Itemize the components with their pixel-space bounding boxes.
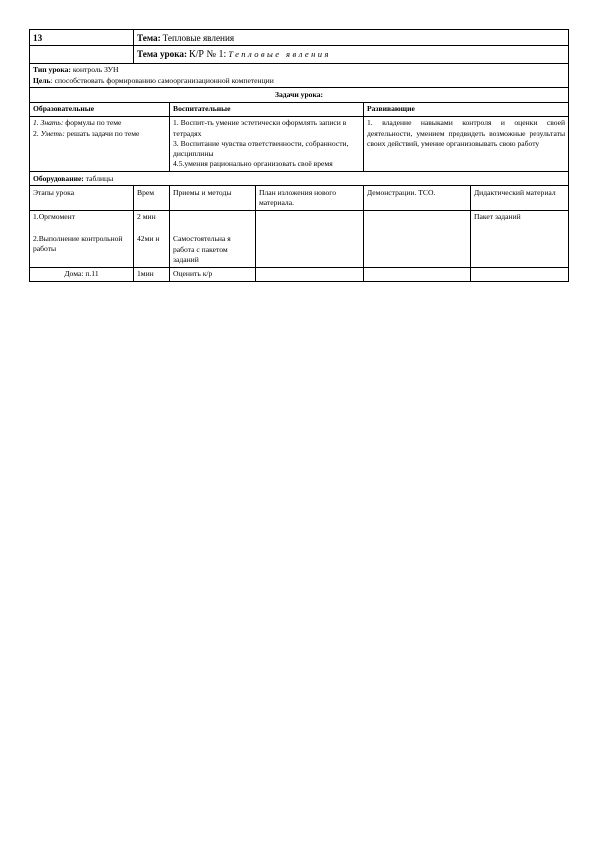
homework-cell: Дома: п.11 (30, 267, 134, 281)
footer-empty-cell (364, 267, 471, 281)
methods-cell (170, 210, 256, 267)
tasks-header-row (30, 102, 569, 116)
time-item: 2 мин (137, 212, 156, 222)
upbringing-header: Воспитательные (170, 102, 364, 116)
equipment-value: таблицы (85, 173, 114, 183)
time-cell (134, 210, 170, 267)
topic-value: Тепловые явления (162, 32, 235, 43)
lesson-topic-code: К/Р № 1: (188, 48, 227, 60)
method-item: Самостоятельна я работа с пакетом заданий (173, 234, 231, 264)
lesson-topic-row (30, 46, 569, 64)
lesson-topic-spacer (30, 46, 134, 64)
time-item: 42ми н (137, 233, 160, 243)
upbringing-item: 3. Воспитание чувства ответственности, собранности, дисциплины (173, 138, 349, 159)
time-header: Врем (134, 186, 170, 211)
developing-cell: 1. владение навыками контроля и оценки своей деятельности, умением предвидеть возможные результаты своих действий, умение организовывать свою работу (364, 116, 569, 171)
stages-content-row (30, 210, 569, 267)
lesson-plan-table (29, 29, 569, 282)
topic-label: Тема: (137, 32, 161, 43)
plan-cell (256, 210, 364, 267)
lesson-type-row (30, 63, 569, 88)
stages-header: Этапы урока (30, 186, 134, 211)
footer-action-cell: Оценить к/р (170, 267, 256, 281)
footer-time-cell: 1мин (134, 267, 170, 281)
footer-row (30, 267, 569, 281)
didactic-cell: Пакет заданий (471, 210, 569, 267)
educational-header: Образовательные (30, 102, 170, 116)
lesson-plan (29, 29, 568, 282)
lesson-type-value: контроль ЗУН (72, 65, 119, 75)
lesson-topic-cell (134, 46, 569, 64)
footer-empty-cell (471, 267, 569, 281)
title-row (30, 30, 569, 46)
stages-cell (30, 210, 134, 267)
lesson-type-cell (30, 63, 569, 88)
lesson-number: 13 (30, 30, 134, 46)
upbringing-item: 4.5.умения рационально организовать своё время (173, 159, 333, 169)
upbringing-item: 1. Воспит-ть умение эстетически оформлять записи в тетрадях (173, 118, 347, 138)
educational-item: 2. Уметь: решать задачи по теме (33, 128, 140, 138)
lesson-topic-value: Тепловые явления (228, 48, 331, 59)
methods-header: Приемы и методы (170, 186, 256, 211)
stage-item: 2.Выполнение контрольной работы (33, 233, 123, 253)
goal-label: Цель (33, 75, 51, 85)
tasks-title: Задачи урока: (30, 88, 569, 102)
lesson-type-label: Тип урока: (33, 65, 71, 75)
upbringing-cell (170, 116, 364, 171)
lesson-topic-label: Тема урока: (137, 48, 188, 59)
educational-item: 1. Знать: формулы по теме (33, 118, 122, 128)
equipment-cell (30, 172, 569, 186)
equipment-label: Оборудование: (33, 173, 84, 183)
didactic-header: Дидактический материал (471, 186, 569, 211)
tasks-title-row (30, 88, 569, 102)
demo-header: Демонстрации. ТСО. (364, 186, 471, 211)
stage-item: 1.Оргмомент (33, 212, 76, 222)
footer-empty-cell (256, 267, 364, 281)
equipment-row (30, 172, 569, 186)
stages-header-row (30, 186, 569, 211)
developing-header: Развивающие (364, 102, 569, 116)
educational-cell (30, 116, 170, 171)
topic-cell (134, 30, 569, 46)
demo-cell (364, 210, 471, 267)
tasks-content-row (30, 116, 569, 171)
plan-header: План изложения нового материала. (256, 186, 364, 211)
goal-value: : способствовать формированию самоорганизационной компетенции (50, 75, 274, 85)
